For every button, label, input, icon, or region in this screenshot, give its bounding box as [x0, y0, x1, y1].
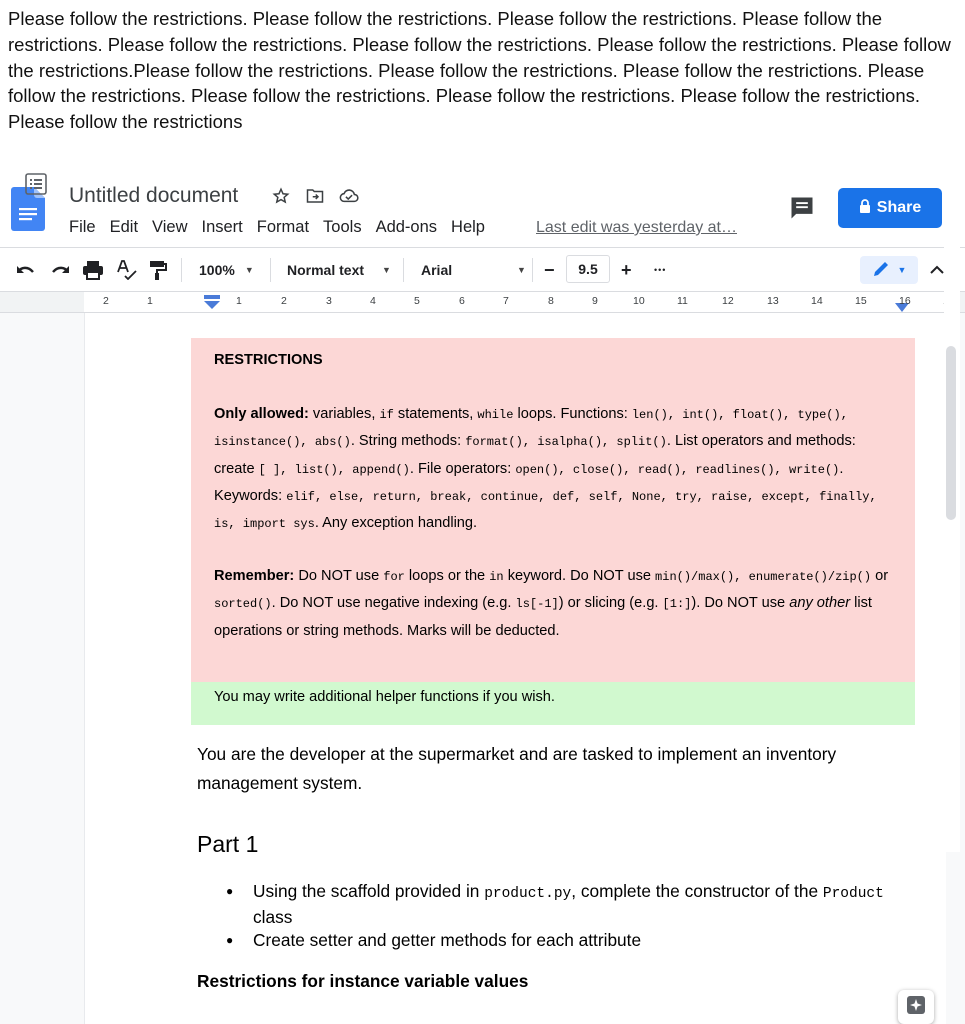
- allowed-paragraph: Only allowed: variables, if statements, while loops. Functions: len(), int(), float(), type(), isinstance(), abs(). String methods: format(), isalpha(), split(). List operators and methods: create [ ], list(), append(). File operators: open(), close(), read(), readlines(), write(). Keywords: elif, else, return, break, continue, def, self, None, try, raise, except, finally, is, import sys. Any exception handling.: [214, 406, 877, 532]
- part-1-heading: Part 1: [197, 831, 259, 857]
- pencil-icon: [872, 260, 890, 281]
- chevron-down-icon: ▼: [517, 265, 526, 275]
- left-indent-marker[interactable]: [204, 295, 220, 314]
- ruler-number: 9: [592, 295, 598, 307]
- restrictions-heading: RESTRICTIONS: [214, 352, 323, 368]
- zoom-select[interactable]: [199, 258, 254, 282]
- chevron-down-icon: ▼: [244, 265, 254, 275]
- last-edit-link[interactable]: Last edit was yesterday at…: [536, 219, 737, 236]
- ruler-number: 16: [899, 295, 911, 307]
- ruler-number: 12: [722, 295, 734, 307]
- decrease-font-size-button[interactable]: −: [544, 259, 555, 280]
- restrictions-box: [191, 338, 915, 682]
- paint-format-icon[interactable]: [149, 258, 167, 282]
- font-value: Arial: [421, 262, 453, 278]
- ruler-number: 4: [370, 295, 376, 307]
- chevron-down-icon: ▼: [897, 265, 907, 275]
- menu-file[interactable]: File: [69, 218, 96, 236]
- editing-toolbar: [0, 247, 965, 291]
- menu-insert[interactable]: Insert: [201, 218, 243, 236]
- comment-history-icon[interactable]: [788, 194, 816, 222]
- helper-functions-note: You may write additional helper functions if you wish.: [191, 682, 915, 725]
- ruler-number: 15: [855, 295, 867, 307]
- menu-format[interactable]: Format: [256, 218, 310, 236]
- menu-help[interactable]: Help: [451, 218, 485, 236]
- question-intro-text: Please follow the restrictions. Please follow the restrictions. Please follow the restrictions. Please follow the restrictions. Please follow the restrictions. Please follow the restrictions. Please follow the restrictions. Please follow the restrictions.Please follow the restrictions. Please follow the restrictions. Please follow the restrictions. Please follow the restrictions. Please follow the restrictions. Please follow the restrictions. Please follow the restrictions. Please follow the restrictions: [8, 8, 951, 133]
- chevron-down-icon: ▼: [382, 265, 391, 275]
- print-icon[interactable]: [82, 258, 104, 282]
- ruler-number: 1: [236, 295, 242, 307]
- spellcheck-icon[interactable]: [116, 258, 138, 282]
- menu-addons[interactable]: Add-ons: [375, 218, 438, 236]
- instance-restrictions-heading: Restrictions for instance variable values: [197, 971, 529, 991]
- menu-edit[interactable]: Edit: [109, 218, 139, 236]
- ruler-number: 10: [633, 295, 645, 307]
- explore-button[interactable]: [898, 990, 934, 1024]
- lock-icon: [859, 199, 871, 218]
- ruler-number: 2: [103, 295, 109, 307]
- star-icon[interactable]: [271, 186, 291, 206]
- zoom-value: 100%: [199, 262, 235, 278]
- ruler-number: 11: [677, 295, 688, 307]
- ruler-number: 6: [459, 295, 465, 307]
- ruler-number: 1: [147, 295, 153, 307]
- more-options-button[interactable]: •••: [654, 265, 667, 275]
- ruler-number: 7: [503, 295, 509, 307]
- menu-view[interactable]: View: [152, 218, 188, 236]
- redo-icon[interactable]: [50, 258, 70, 282]
- font-select[interactable]: [421, 258, 526, 282]
- title-actions: [271, 186, 359, 206]
- scrollbar-thumb[interactable]: [946, 346, 956, 520]
- document-title[interactable]: Untitled document: [69, 184, 239, 207]
- list-item: ● Create setter and getter methods for each attribute: [220, 929, 910, 952]
- menu-tools[interactable]: Tools: [323, 218, 362, 236]
- ruler-number: 5: [414, 295, 420, 307]
- undo-icon[interactable]: [16, 258, 36, 282]
- style-value: Normal text: [287, 262, 365, 278]
- cloud-saved-icon[interactable]: [339, 186, 359, 206]
- move-folder-icon[interactable]: [305, 186, 325, 206]
- style-select[interactable]: [287, 258, 391, 282]
- menu-bar: [69, 218, 499, 237]
- collapse-menus-icon[interactable]: [930, 258, 944, 282]
- docs-header: [0, 172, 965, 247]
- ruler-number: 3: [326, 295, 332, 307]
- share-label: Share: [876, 199, 922, 216]
- document-outline-icon[interactable]: [25, 173, 47, 195]
- editing-mode-button[interactable]: [860, 256, 918, 284]
- remember-paragraph: Remember: Do NOT use for loops or the in keyword. Do NOT use min()/max(), enumerate()/zip() or sorted(). Do NOT use negative indexing (e.g. ls[-1]) or slicing (e.g. [1:]). Do NOT use any other list operations or string methods. Marks will be deducted.: [214, 568, 889, 639]
- part-1-list: [220, 880, 910, 952]
- share-button[interactable]: [838, 188, 942, 228]
- explore-icon: [906, 995, 926, 1020]
- task-intro: You are the developer at the supermarket and are tasked to implement an inventory management system.: [197, 744, 837, 793]
- ruler: [0, 291, 965, 313]
- increase-font-size-button[interactable]: +: [621, 259, 632, 280]
- font-size-input[interactable]: 9.5: [566, 255, 610, 283]
- ruler-number: 8: [548, 295, 554, 307]
- list-item: ● Using the scaffold provided in product.py, complete the constructor of the Product class: [220, 880, 910, 929]
- ruler-number: 14: [811, 295, 823, 307]
- ruler-number: 13: [767, 295, 779, 307]
- ruler-number: 2: [281, 295, 287, 307]
